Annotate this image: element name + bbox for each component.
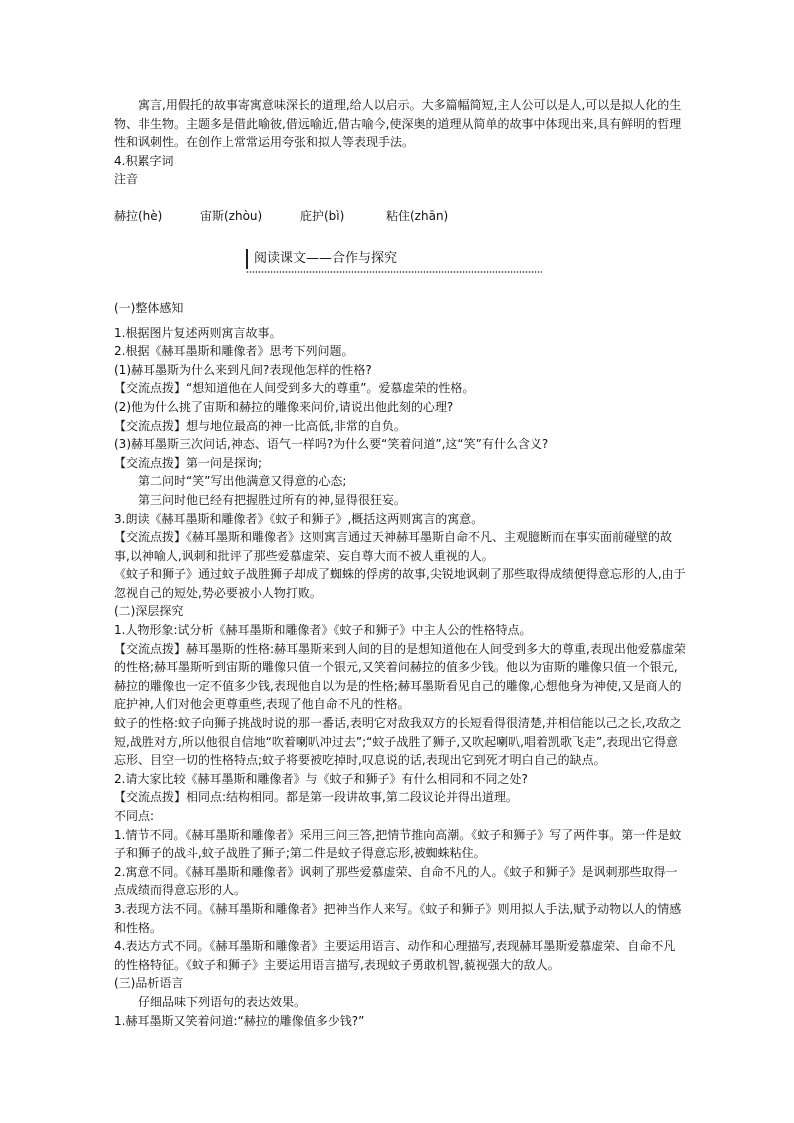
question: 2.请大家比较《赫耳墨斯和雕像者》与《蚊子和狮子》有什么相同和不同之处? [114, 771, 528, 786]
answer: 第二问时“笑”写出他满意又得意的心态; [138, 474, 347, 489]
difference-item: 3.表现方法不同。《赫耳墨斯和雕像者》把神当作人来写。《蚊子和狮子》则用拟人手法,赋予动物以人的情感和性格。 [114, 901, 682, 935]
difference-heading: 不同点: [114, 809, 155, 823]
section-1-heading: (一)整体感知 [114, 300, 184, 315]
section-3-heading: (三)品析语言 [114, 976, 184, 991]
zhuyin-heading: 注音 [114, 172, 139, 187]
instruction: 仔细品味下列语句的表达效果。 [138, 994, 307, 1009]
question: (3)赫耳墨斯三次问话,神态、语气一样吗?为什么要“笑着问道”,这“笑”有什么含义? [114, 437, 549, 452]
question: 1.根据图片复述两则寓言故事。 [114, 325, 282, 340]
answer: 【交流点拨】“想知道他在人间受到多大的尊重”。爱慕虚荣的性格。 [114, 381, 475, 396]
question: (1)赫耳墨斯为什么来到凡间?表现他怎样的性格? [114, 362, 372, 377]
question: 2.根据《赫耳墨斯和雕像者》思考下列问题。 [114, 344, 354, 359]
item-4-heading: 4.积累字词 [114, 153, 174, 168]
answer: 【交流点拨】赫耳墨斯的性格:赫耳墨斯来到人间的目的是想知道他在人间受到多大的尊重,表现出他爱慕虚荣的性格;赫耳墨斯听到宙斯的雕像只值一个银元,又笑着问赫拉的值多少钱。他以为宙斯的雕像只值一个银元,赫拉的雕像也一定不值多少钱,表现他自以为是的性格;赫耳墨斯看见自己的雕像,心想他身为神使,又是商人的庇护神,人们对他会更尊重些,表现了他自命不凡的性格。 [114, 641, 686, 712]
question: (2)他为什么挑了宙斯和赫拉的雕像来问价,请说出他此刻的心理? [114, 399, 454, 414]
banner-dotted-rule [246, 270, 542, 274]
answer: 蚊子的性格:蚊子向狮子挑战时说的那一番话,表明它对敌我双方的长短看得很清楚,并相信能以己之长,攻敌之短,战胜对方,所以他很自信地“吹着喇叭冲过去”;“蚊子战胜了狮子,又吹起喇叭,唱着凯歌飞走”,表现出它得意忘形、目空一切的性格特点;蚊子将要被吃掉时,叹息说的话,表现出它到死才明白自己的缺点。 [114, 716, 682, 768]
answer: 【交流点拨】想与地位最高的神一比高低,非常的自负。 [114, 418, 406, 433]
pinyin-item: 赫拉(hè) [114, 208, 163, 223]
difference-item: 4.表达方式不同。《赫耳墨斯和雕像者》主要运用语言、动作和心理描写,表现赫耳墨斯爱慕虚荣、自命不凡的性格特征。《蚊子和狮子》主要运用语言描写,表现蚊子勇敢机智,藐视强大的敌人。 [114, 939, 676, 972]
difference-item: 2.寓意不同。《赫耳墨斯和雕像者》讽刺了那些爱慕虚荣、自命不凡的人。《蚊子和狮子》是讽刺那些取得一点成绩而得意忘形的人。 [114, 864, 678, 898]
answer: 【交流点拨】《赫耳墨斯和雕像者》这则寓言通过天神赫耳墨斯自命不凡、主观臆断而在事实面前碰壁的故事,以神喻人,讽刺和批评了那些爱慕虚荣、妄自尊大而不被人重视的人。 [114, 530, 673, 563]
banner-bar [246, 249, 248, 269]
pinyin-item: 粘住(zhān) [386, 208, 449, 223]
section-banner [246, 247, 542, 273]
answer: 《蚊子和狮子》通过蚊子战胜狮子却成了蜘蛛的俘虏的故事,尖锐地讽刺了那些取得成绩便得意忘形的人,由于忽视自己的短处,势必要被小人物打败。 [114, 567, 686, 600]
pinyin-item: 宙斯(zhòu) [200, 208, 263, 223]
banner-title: 阅读课文——合作与探究 [254, 250, 398, 266]
intro-paragraph: 寓言,用假托的故事寄寓意味深长的道理,给人以启示。大多篇幅简短,主人公可以是人,可以是拟人化的生物、非生物。主题多是借此喻彼,借远喻近,借古喻今,使深奥的道理从简单的故事中体现出来,具有鲜明的哲理性和讽刺性。在创作上常常运用夸张和拟人等表现手法。 [114, 98, 682, 150]
answer: 【交流点拨】第一问是探询; [114, 455, 263, 470]
answer: 第三问时他已经有把握胜过所有的神,显得很狂妄。 [138, 492, 406, 507]
pinyin-item: 庇护(bì) [300, 208, 345, 223]
answer: 【交流点拨】相同点:结构相同。都是第一段讲故事,第二段议论并得出道理。 [114, 790, 518, 805]
question: 1.人物形象:试分析《赫耳墨斯和雕像者》《蚊子和狮子》中主人公的性格特点。 [114, 623, 532, 638]
question: 3.朗读《赫耳墨斯和雕像者》《蚊子和狮子》,概括这两则寓言的寓意。 [114, 511, 484, 526]
question: 1.赫耳墨斯又笑着问道:“赫拉的雕像值多少钱?” [114, 1013, 365, 1028]
section-2-heading: (二)深层探究 [114, 604, 184, 619]
difference-item: 1.情节不同。《赫耳墨斯和雕像者》采用三问三答,把情节推向高潮。《蚊子和狮子》写了两件事。第一件是蚊子和狮子的战斗,蚊子战胜了狮子;第二件是蚊子得意忘形,被蜘蛛粘住。 [114, 827, 682, 861]
document-page [114, 96, 686, 1030]
pinyin-list [114, 207, 686, 225]
